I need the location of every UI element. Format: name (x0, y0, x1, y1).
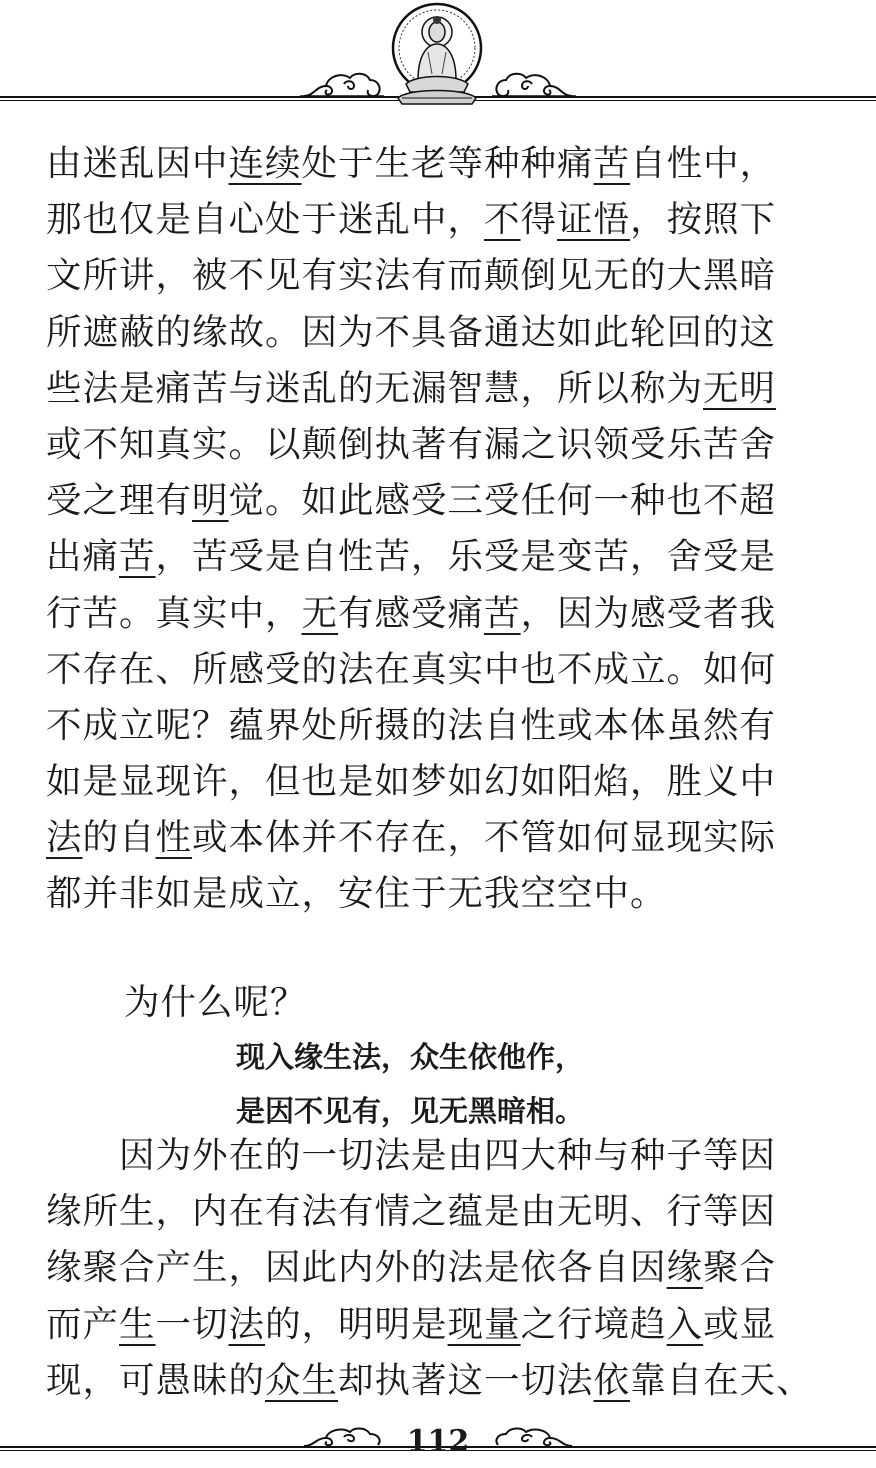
text-segment: 一切 (155, 1303, 229, 1345)
text-segment: 不成立呢？蕴界处所摄的法自性或本体虽然有 (46, 704, 777, 746)
text-segment: 而产 (46, 1303, 120, 1345)
text-segment: 由迷乱因中 (46, 143, 229, 184)
text-segment: 的，明明是 (265, 1303, 448, 1345)
text-segment: 或显 (703, 1303, 777, 1345)
text-segment: 受之理有 (46, 480, 193, 522)
text-segment: 那也仅是自心处于迷乱中， (46, 199, 485, 241)
text-segment: 不存在、所感受的法在真实中也不成立。如何 (46, 648, 777, 690)
underlined-text: 法 (228, 1303, 266, 1345)
text-line (46, 1240, 832, 1296)
text-segment: ，苦受是自性苦，乐受是变苦，舍受是 (155, 536, 777, 578)
underlined-text: 苦 (119, 536, 156, 578)
text-segment: 处于生老等种种痛 (301, 143, 594, 184)
text-segment: 现入缘生法，众生依他作， (236, 1040, 585, 1074)
text-line (46, 529, 832, 585)
text-line (46, 642, 832, 698)
paragraph-2 (124, 975, 876, 1031)
underlined-text: 连续 (228, 143, 302, 184)
text-line (46, 192, 832, 248)
text-line (46, 1297, 832, 1353)
text-segment: 的自 (82, 817, 156, 859)
text-line (46, 305, 832, 361)
underlined-text: 缘 (666, 1247, 704, 1289)
text-line (46, 866, 832, 922)
underlined-text: 苦 (484, 592, 521, 634)
text-segment: 行苦。真实中， (46, 592, 302, 634)
text-line (236, 1030, 584, 1084)
underlined-text: 入 (666, 1303, 704, 1345)
text-segment: 或不知真实。以颠倒执著有漏之识领受乐苦舍 (46, 423, 777, 465)
text-line (46, 810, 832, 866)
text-segment: 缘所生，内在有法有情之蕴是由无明、行等因 (46, 1191, 777, 1233)
text-segment: 之行境趋 (520, 1303, 667, 1345)
text-segment: 如是显现许，但也是如梦如幻如阳焰，胜义中 (46, 761, 777, 803)
paragraph-1 (46, 136, 832, 923)
text-line (46, 361, 832, 417)
text-line (46, 248, 832, 304)
text-segment: 文所讲，被不见有实法有而颠倒见无的大黑暗 (46, 255, 777, 297)
text-segment: 是因不见有，见无黑暗相。 (236, 1094, 585, 1128)
text-segment: 所遮蔽的缘故。因为不具备通达如此轮回的这 (46, 311, 777, 353)
text-line (46, 473, 832, 529)
page-number: 112 (406, 1424, 470, 1459)
text-segment: 因为外在的一切法是由四大种与种子等因 (46, 1135, 777, 1176)
right-cloud-ornament-icon (492, 68, 576, 100)
text-segment: 现，可愚昧的 (46, 1359, 266, 1401)
text-segment: 靠自在天、 (630, 1359, 813, 1401)
buddha-figure-icon (388, 2, 486, 106)
text-segment: 为什么呢？ (124, 982, 307, 1023)
text-line (46, 417, 832, 473)
underlined-text: 无明 (703, 367, 777, 409)
text-line (124, 975, 876, 1031)
text-line (46, 698, 832, 754)
text-segment: 聚合 (703, 1247, 777, 1289)
text-segment: 自性中， (630, 143, 777, 184)
text-line (46, 1353, 832, 1409)
underlined-text: 不 (484, 199, 521, 241)
underlined-text: 性 (155, 817, 193, 859)
text-segment: 都并非如是成立，安住于无我空空中。 (46, 873, 667, 915)
text-line (46, 1184, 832, 1240)
underlined-text: 苦 (593, 143, 631, 184)
text-segment: 有感受痛 (338, 592, 485, 634)
underlined-text: 现量 (447, 1303, 521, 1345)
text-segment: 觉。如此感受三受任何一种也不超 (228, 480, 777, 522)
text-segment: 却执著这一切法 (338, 1359, 594, 1401)
underlined-text: 法 (46, 817, 83, 859)
verse-block (236, 1030, 584, 1138)
paragraph-3 (46, 1128, 832, 1409)
underlined-text: 依 (593, 1359, 631, 1401)
text-line (46, 586, 832, 642)
text-segment: ，因为感受者我 (520, 592, 777, 634)
text-segment: 得 (520, 199, 558, 241)
text-segment: ，按照下 (630, 199, 777, 241)
underlined-text: 证悟 (557, 199, 631, 241)
text-segment: 些法是痛苦与迷乱的无漏智慧，所以称为 (46, 367, 704, 409)
text-segment: 缘聚合产生，因此内外的法是依各自因 (46, 1247, 667, 1289)
text-line (46, 1128, 832, 1184)
underlined-text: 生 (119, 1303, 156, 1345)
underlined-text: 众生 (265, 1359, 339, 1401)
text-line (46, 754, 832, 810)
left-cloud-ornament-icon (300, 68, 384, 100)
underlined-text: 无 (301, 592, 339, 634)
text-segment: 或本体并不存在，不管如何显现实际 (192, 817, 777, 859)
underlined-text: 明 (192, 480, 229, 522)
text-line (46, 136, 832, 192)
text-segment: 出痛 (46, 536, 120, 578)
